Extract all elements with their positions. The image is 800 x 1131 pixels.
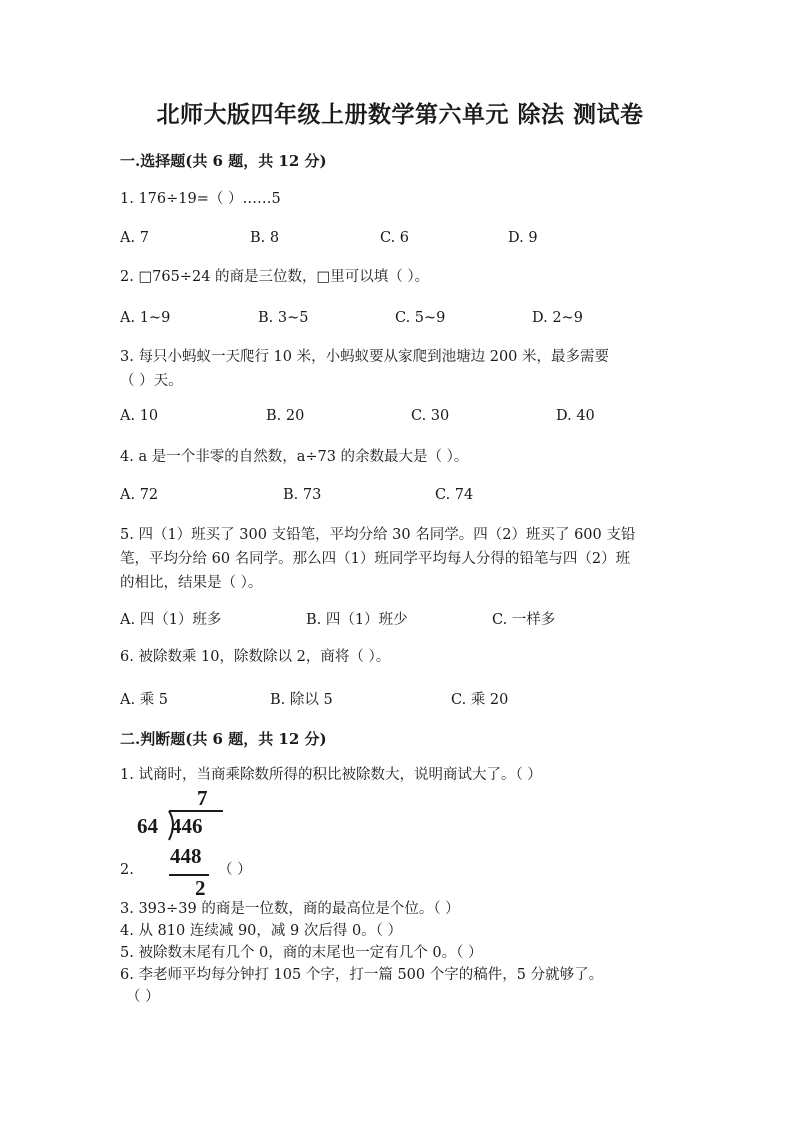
section-heading-judgment: 二.判断题(共 6 题，共 12 分) — [120, 730, 327, 748]
question-2: 2. □765÷24 的商是三位数，□里可以填（ ）。 — [120, 269, 430, 285]
long-division-figure — [137, 786, 227, 906]
option-6b: B. 除以 5 — [270, 692, 333, 708]
long-division-dividend: 446 — [171, 814, 203, 838]
option-1b: B. 8 — [250, 230, 280, 246]
option-2d: D. 2~9 — [532, 310, 583, 326]
judgment-6: 6. 李老师平均每分钟打 105 个字，打一篇 500 个字的稿件，5 分就够了。 — [120, 967, 604, 983]
option-1c: C. 6 — [380, 230, 410, 246]
question-4: 4. a 是一个非零的自然数，a÷73 的余数最大是（ ）。 — [120, 449, 469, 465]
long-division-remainder: 2 — [195, 876, 206, 900]
option-5b: B. 四（1）班少 — [306, 612, 408, 628]
question-5-line3: 的相比，结果是（ ）。 — [120, 575, 263, 591]
judgment-2: 2. — [120, 862, 134, 878]
judgment-1: 1. 试商时，当商乘除数所得的积比被除数大，说明商试大了。（ ） — [120, 767, 542, 783]
option-3c: C. 30 — [411, 408, 450, 424]
long-division-divisor: 64 — [137, 814, 158, 838]
long-division-quotient: 7 — [197, 786, 208, 810]
question-5-line2: 笔，平均分给 60 名同学。那么四（1）班同学平均每人分得的铅笔与四（2）班 — [120, 551, 631, 567]
question-1: 1. 176÷19=（ ）……5 — [120, 191, 281, 207]
option-2b: B. 3~5 — [258, 310, 309, 326]
question-3-line2: （ ）天。 — [120, 373, 183, 389]
page-title: 北师大版四年级上册数学第六单元 除法 测试卷 — [156, 101, 644, 128]
option-2a: A. 1~9 — [120, 310, 171, 326]
option-5a: A. 四（1）班多 — [120, 612, 222, 628]
option-3d: D. 40 — [556, 408, 595, 424]
option-3b: B. 20 — [266, 408, 305, 424]
option-3a: A. 10 — [120, 408, 159, 424]
long-division-product: 448 — [170, 844, 202, 868]
question-3-line1: 3. 每只小蚂蚁一天爬行 10 米，小蚂蚁要从家爬到池塘边 200 米，最多需要 — [120, 349, 610, 365]
option-1d: D. 9 — [508, 230, 538, 246]
option-6c: C. 乘 20 — [451, 692, 509, 708]
judgment-5: 5. 被除数末尾有几个 0，商的末尾也一定有几个 0。（ ） — [120, 945, 483, 961]
option-2c: C. 5~9 — [395, 310, 446, 326]
option-4b: B. 73 — [283, 487, 322, 503]
option-1a: A. 7 — [120, 230, 149, 246]
option-4c: C. 74 — [435, 487, 474, 503]
judgment-6-blank: （ ） — [126, 989, 160, 1005]
judgment-3: 3. 393÷39 的商是一位数，商的最高位是个位。（ ） — [120, 901, 460, 917]
question-6: 6. 被除数乘 10，除数除以 2，商将（ ）。 — [120, 649, 391, 665]
option-5c: C. 一样多 — [492, 612, 556, 628]
option-4a: A. 72 — [120, 487, 159, 503]
judgment-4: 4. 从 810 连续减 90，减 9 次后得 0。（ ） — [120, 923, 403, 939]
judgment-2-blank: （ ） — [218, 862, 252, 878]
section-heading-choice: 一.选择题(共 6 题，共 12 分) — [120, 152, 327, 170]
question-5-line1: 5. 四（1）班买了 300 支铅笔，平均分给 30 名同学。四（2）班买了 600 支铅 — [120, 527, 636, 543]
option-6a: A. 乘 5 — [120, 692, 169, 708]
